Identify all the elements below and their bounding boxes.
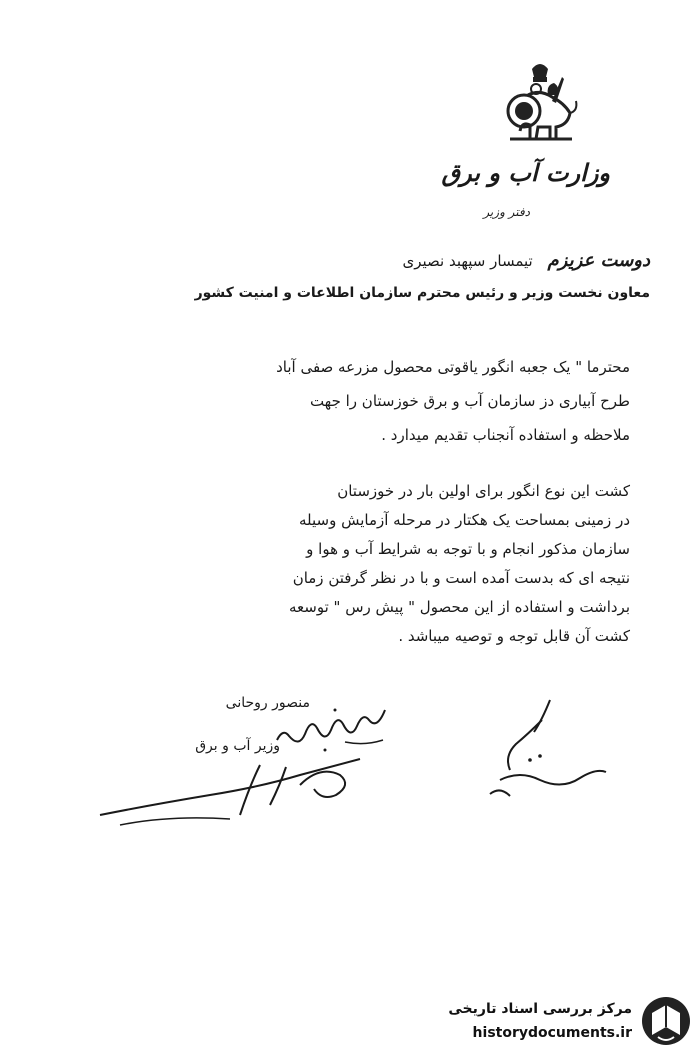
footer-url[interactable]: historydocuments.ir: [472, 1025, 632, 1041]
body-line: کشت آن قابل توجه و توصیه میباشد .: [398, 627, 630, 645]
paragraph-2: [150, 477, 630, 651]
body-line: محترما " یک جعبه انگور یاقوتی محصول مزرعه صفی آباد: [276, 358, 630, 376]
body-line: سازمان مذکور انجام و با توجه به شرایط آب و هوا و: [306, 540, 630, 558]
salutation: [320, 250, 650, 271]
body-line: کشت این نوع انگور برای اولین بار در خوزستان: [337, 482, 630, 500]
office-label: دفتر وزیر: [483, 205, 530, 219]
salutation-lead: دوست عزیزم: [547, 250, 650, 271]
footer-watermark: [400, 985, 700, 1057]
paragraph-1: [150, 350, 630, 452]
body-line: نتیجه ای که بدست آمده است و با در نظر گرفتن زمان: [292, 569, 630, 587]
body-line: در زمینی بمساحت یک هکتار در مرحله آزمایش وسیله: [298, 511, 630, 529]
body-line: طرح آبیاری دز سازمان آب و برق خوزستان را جهت: [309, 392, 630, 410]
body-line: ملاحظه و استفاده آنجناب تقدیم میدارد .: [381, 426, 630, 444]
archive-logo-icon: [640, 991, 692, 1051]
salutation-name: تیمسار سپهبد نصیری: [402, 252, 533, 270]
signatory-name: منصور روحانی: [225, 695, 310, 711]
handwritten-signature: [90, 745, 390, 835]
marginal-annotation: [470, 690, 620, 810]
recipient-line: معاون نخست وزیر و رئیس محترم سازمان اطلاعات و امنیت کشور: [194, 285, 650, 301]
signatory-title: وزیر آب و برق: [195, 738, 280, 754]
ministry-heading: وزارت آب و برق: [441, 158, 610, 187]
lion-and-sun-emblem-icon: [500, 55, 580, 145]
body-line: برداشت و استفاده از این محصول " پیش رس " توسعه: [289, 598, 630, 616]
footer-title: مرکز بررسی اسناد تاریخی: [448, 1001, 632, 1017]
